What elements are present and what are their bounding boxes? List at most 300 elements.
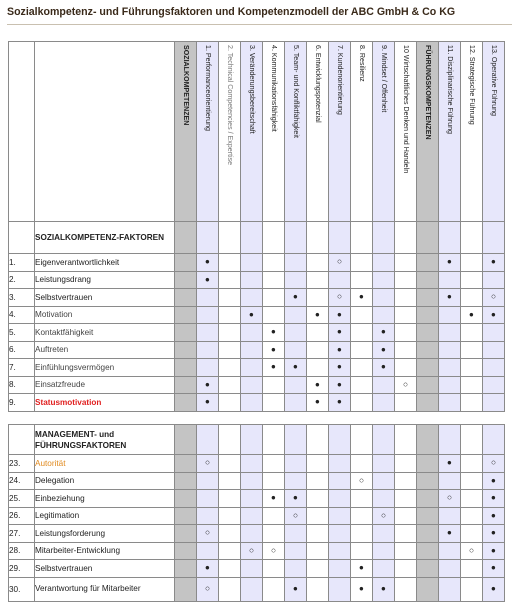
section-head-cell: [461, 425, 483, 455]
matrix-mark: [373, 271, 395, 289]
matrix-mark: ●: [285, 359, 307, 377]
matrix-mark: [175, 577, 197, 601]
matrix-mark: [461, 289, 483, 307]
column-header-label: 2. Technical Competencies / Expertise: [226, 45, 234, 166]
matrix-mark: [373, 472, 395, 490]
matrix-mark: [219, 254, 241, 272]
matrix-mark: [417, 254, 439, 272]
matrix-mark: [197, 359, 219, 377]
section-head-cell: [329, 425, 351, 455]
row-label: Einsatzfreude: [35, 376, 175, 394]
matrix-mark: [219, 271, 241, 289]
row-number: 23.: [9, 455, 35, 473]
matrix-mark: [263, 455, 285, 473]
matrix-mark: [285, 455, 307, 473]
matrix-mark: ●: [373, 341, 395, 359]
matrix-mark: [439, 376, 461, 394]
column-header-sk: [175, 42, 197, 222]
matrix-mark: [417, 525, 439, 543]
section-head-cell: [461, 222, 483, 254]
section-head-cell: [197, 222, 219, 254]
section-head-cell: [263, 222, 285, 254]
matrix-mark: [483, 271, 505, 289]
matrix-mark: [483, 394, 505, 412]
section-head-cell: [373, 222, 395, 254]
matrix-mark: [219, 507, 241, 525]
matrix-mark: [263, 376, 285, 394]
matrix-mark: ●: [439, 525, 461, 543]
matrix-mark: [351, 394, 373, 412]
matrix-mark: [175, 525, 197, 543]
matrix-mark: [417, 376, 439, 394]
matrix-mark: [175, 542, 197, 560]
matrix-mark: [263, 394, 285, 412]
section-head-cell: [439, 222, 461, 254]
matrix-mark: [307, 577, 329, 601]
matrix-mark: [175, 490, 197, 508]
column-header-c12: [461, 42, 483, 222]
matrix-mark: [263, 507, 285, 525]
matrix-mark: [417, 359, 439, 377]
column-header-c1: [197, 42, 219, 222]
section-head-cell: [395, 425, 417, 455]
matrix-mark: [175, 560, 197, 578]
matrix-mark: [439, 542, 461, 560]
matrix-mark: [175, 394, 197, 412]
matrix-mark: [219, 306, 241, 324]
matrix-mark: ●: [329, 394, 351, 412]
matrix-mark: ○: [395, 376, 417, 394]
page-title: Sozialkompetenz- und Führungsfaktoren und Kompetenzmodell der ABC GmbH & Co KG: [7, 6, 512, 25]
matrix-mark: [219, 341, 241, 359]
matrix-mark: [351, 525, 373, 543]
section-blank-nr: [9, 222, 35, 254]
matrix-mark: [395, 341, 417, 359]
matrix-mark: [417, 394, 439, 412]
matrix-mark: [351, 359, 373, 377]
column-header-c5: [285, 42, 307, 222]
column-header-c11: [439, 42, 461, 222]
section-head-cell: [417, 425, 439, 455]
matrix-mark: [219, 376, 241, 394]
section-head-cell: [439, 425, 461, 455]
matrix-mark: [395, 359, 417, 377]
column-header-label: SOZIALKOMPETENZEN: [182, 45, 190, 126]
matrix-mark: [175, 472, 197, 490]
matrix-mark: [417, 455, 439, 473]
row-number: 3.: [9, 289, 35, 307]
row-label: Autorität: [35, 455, 175, 473]
matrix-mark: [461, 271, 483, 289]
matrix-mark: [307, 560, 329, 578]
matrix-mark: [373, 542, 395, 560]
matrix-mark: [461, 560, 483, 578]
matrix-mark: [285, 525, 307, 543]
matrix-mark: [417, 306, 439, 324]
matrix-mark: [395, 394, 417, 412]
header-blank-label: [35, 42, 175, 222]
matrix-mark: [373, 490, 395, 508]
row-label: Motivation: [35, 306, 175, 324]
matrix-mark: ●: [483, 472, 505, 490]
matrix-mark: ●: [483, 542, 505, 560]
column-header-label: 13. Operative Führung: [490, 45, 498, 116]
matrix-mark: ●: [483, 306, 505, 324]
matrix-mark: [285, 376, 307, 394]
column-header-label: 10 Wirtschaftliches Denken und Handeln: [402, 45, 410, 174]
matrix-mark: [483, 341, 505, 359]
matrix-mark: [307, 341, 329, 359]
matrix-mark: [461, 341, 483, 359]
column-header-label: 3. Veränderungsbereitschaft: [248, 45, 256, 134]
matrix-mark: ●: [329, 324, 351, 342]
matrix-mark: ●: [483, 525, 505, 543]
matrix-mark: [351, 306, 373, 324]
matrix-mark: ●: [373, 324, 395, 342]
section-head-cell: [351, 425, 373, 455]
matrix-mark: [307, 472, 329, 490]
matrix-mark: [439, 507, 461, 525]
column-header-label: 4. Kommunikationsfähigkeit: [270, 45, 278, 132]
matrix-mark: ○: [197, 455, 219, 473]
matrix-mark: [417, 560, 439, 578]
column-header-c9: [373, 42, 395, 222]
matrix-mark: ○: [439, 490, 461, 508]
section-head-cell: [219, 222, 241, 254]
matrix-mark: [439, 341, 461, 359]
matrix-mark: [175, 254, 197, 272]
matrix-mark: [461, 507, 483, 525]
matrix-mark: [197, 490, 219, 508]
matrix-mark: [197, 472, 219, 490]
table-row: [9, 560, 505, 578]
matrix-mark: ●: [307, 394, 329, 412]
column-header-label: FÜHRUNGSKOMPETENZEN: [424, 45, 432, 140]
column-header-label: 8. Resilienz: [358, 45, 366, 82]
matrix-mark: [219, 525, 241, 543]
matrix-mark: ●: [285, 490, 307, 508]
matrix-mark: [219, 289, 241, 307]
matrix-mark: [285, 306, 307, 324]
section-head-cell: [175, 425, 197, 455]
matrix-mark: [329, 560, 351, 578]
matrix-mark: [285, 472, 307, 490]
matrix-mark: [285, 394, 307, 412]
row-number: 30.: [9, 577, 35, 601]
matrix-mark: ●: [483, 254, 505, 272]
matrix-mark: [351, 542, 373, 560]
matrix-mark: [175, 455, 197, 473]
section-head-cell: [175, 222, 197, 254]
matrix-mark: ●: [483, 560, 505, 578]
matrix-mark: [329, 542, 351, 560]
column-header-c3: [241, 42, 263, 222]
matrix-mark: [461, 394, 483, 412]
table-row: [9, 376, 505, 394]
row-number: 28.: [9, 542, 35, 560]
matrix-mark: ○: [197, 525, 219, 543]
matrix-mark: [241, 560, 263, 578]
matrix-mark: ●: [307, 376, 329, 394]
matrix-mark: ●: [461, 306, 483, 324]
section-head-cell: [395, 222, 417, 254]
matrix-mark: [241, 525, 263, 543]
matrix-mark: ○: [197, 577, 219, 601]
matrix-mark: [395, 577, 417, 601]
matrix-mark: [285, 560, 307, 578]
matrix-mark: ●: [197, 271, 219, 289]
column-header-label: 5. Team- und Konfliktfähigkeit: [292, 45, 300, 138]
matrix-mark: [285, 542, 307, 560]
header-blank-nr: [9, 42, 35, 222]
matrix-mark: [373, 376, 395, 394]
matrix-mark: [197, 507, 219, 525]
column-header-label: 9. Mindset / Offenheit: [380, 45, 388, 113]
matrix-mark: ○: [329, 289, 351, 307]
matrix-mark: [329, 490, 351, 508]
section-heading: SOZIALKOMPETENZ-FAKTOREN: [35, 222, 175, 254]
section-head-cell: [417, 222, 439, 254]
matrix-mark: [373, 394, 395, 412]
matrix-mark: [241, 472, 263, 490]
table-row: [9, 341, 505, 359]
matrix-mark: ○: [373, 507, 395, 525]
matrix-mark: [461, 455, 483, 473]
column-header-label: 11. Disziplinarische Führung: [446, 45, 454, 134]
matrix-mark: [417, 472, 439, 490]
matrix-mark: ●: [483, 490, 505, 508]
column-header-c8: [351, 42, 373, 222]
table-row: [9, 577, 505, 601]
matrix-mark: [395, 472, 417, 490]
matrix-mark: [307, 271, 329, 289]
matrix-mark: ●: [285, 577, 307, 601]
matrix-mark: [307, 254, 329, 272]
matrix-mark: ○: [285, 507, 307, 525]
matrix-mark: [329, 507, 351, 525]
matrix-mark: ●: [373, 577, 395, 601]
matrix-mark: [285, 341, 307, 359]
matrix-mark: [241, 271, 263, 289]
matrix-mark: [263, 560, 285, 578]
matrix-mark: [307, 289, 329, 307]
matrix-mark: [307, 525, 329, 543]
matrix-mark: ●: [439, 289, 461, 307]
matrix-mark: [219, 455, 241, 473]
table-row: [9, 394, 505, 412]
matrix-mark: [263, 306, 285, 324]
matrix-mark: [175, 289, 197, 307]
matrix-mark: [197, 341, 219, 359]
matrix-mark: [417, 289, 439, 307]
matrix-mark: ●: [263, 359, 285, 377]
section-head-cell: [307, 222, 329, 254]
matrix-mark: [439, 306, 461, 324]
table-row: [9, 271, 505, 289]
row-number: 29.: [9, 560, 35, 578]
row-number: 27.: [9, 525, 35, 543]
matrix-mark: ●: [263, 341, 285, 359]
section-head-cell: [263, 425, 285, 455]
matrix-mark: [395, 254, 417, 272]
matrix-mark: [197, 306, 219, 324]
matrix-mark: ●: [329, 359, 351, 377]
matrix-mark: [241, 577, 263, 601]
matrix-mark: [395, 525, 417, 543]
matrix-mark: [175, 507, 197, 525]
section-head-cell: [285, 425, 307, 455]
matrix-mark: ●: [307, 306, 329, 324]
matrix-mark: ●: [373, 359, 395, 377]
matrix-mark: [351, 507, 373, 525]
matrix-mark: [395, 560, 417, 578]
matrix-mark: ○: [483, 455, 505, 473]
matrix-mark: ●: [329, 341, 351, 359]
column-header-c7: [329, 42, 351, 222]
matrix-mark: [395, 271, 417, 289]
matrix-mark: ●: [351, 560, 373, 578]
matrix-mark: [219, 394, 241, 412]
matrix-mark: [395, 324, 417, 342]
row-label: Leistungsforderung: [35, 525, 175, 543]
matrix-mark: [483, 324, 505, 342]
table-row: [9, 254, 505, 272]
row-label: Statusmotivation: [35, 394, 175, 412]
matrix-mark: [373, 455, 395, 473]
matrix-mark: [417, 542, 439, 560]
row-number: 24.: [9, 472, 35, 490]
matrix-mark: [461, 525, 483, 543]
matrix-mark: [197, 542, 219, 560]
matrix-mark: ●: [439, 254, 461, 272]
matrix-mark: [219, 577, 241, 601]
row-number: 25.: [9, 490, 35, 508]
matrix-mark: [307, 490, 329, 508]
matrix-mark: [417, 507, 439, 525]
matrix-mark: [329, 472, 351, 490]
matrix-mark: [351, 271, 373, 289]
row-label: Eigenverantwortlichkeit: [35, 254, 175, 272]
matrix-mark: [241, 324, 263, 342]
row-label: Delegation: [35, 472, 175, 490]
section-head-cell: [241, 222, 263, 254]
matrix-mark: ●: [439, 455, 461, 473]
matrix-mark: [439, 271, 461, 289]
matrix-mark: ●: [483, 577, 505, 601]
matrix-mark: [241, 490, 263, 508]
matrix-mark: [351, 254, 373, 272]
matrix-mark: [483, 376, 505, 394]
row-number: 2.: [9, 271, 35, 289]
matrix-mark: [461, 577, 483, 601]
matrix-mark: ○: [461, 542, 483, 560]
matrix-mark: [219, 490, 241, 508]
matrix-mark: [461, 254, 483, 272]
matrix-mark: ●: [285, 289, 307, 307]
matrix-mark: [461, 359, 483, 377]
section-heading: MANAGEMENT- und FÜHRUNGSFAKTOREN: [35, 425, 175, 455]
matrix-mark: ●: [197, 254, 219, 272]
matrix-mark: [417, 577, 439, 601]
matrix-mark: [241, 341, 263, 359]
section-head-cell: [483, 425, 505, 455]
matrix-mark: ●: [351, 577, 373, 601]
matrix-mark: ●: [241, 306, 263, 324]
matrix-mark: [285, 271, 307, 289]
matrix-mark: ○: [351, 472, 373, 490]
row-number: 7.: [9, 359, 35, 377]
column-header-label: 1. Performanceorientierung: [204, 45, 212, 131]
matrix-mark: [329, 577, 351, 601]
row-label: Selbstvertrauen: [35, 289, 175, 307]
section-head-cell: [307, 425, 329, 455]
row-label: Einfühlungsvermögen: [35, 359, 175, 377]
matrix-mark: [219, 472, 241, 490]
matrix-mark: [461, 490, 483, 508]
column-header-label: 7. Kundenorientierung: [336, 45, 344, 115]
matrix-mark: ●: [329, 376, 351, 394]
matrix-mark: [351, 376, 373, 394]
section-head-cell: [351, 222, 373, 254]
matrix-mark: ○: [263, 542, 285, 560]
matrix-mark: [417, 490, 439, 508]
competency-matrix-social: [8, 41, 505, 412]
matrix-mark: [263, 525, 285, 543]
row-number: 8.: [9, 376, 35, 394]
table-row: [9, 289, 505, 307]
matrix-mark: [439, 560, 461, 578]
section-head-cell: [197, 425, 219, 455]
matrix-mark: [461, 376, 483, 394]
matrix-mark: ●: [197, 560, 219, 578]
table-row: [9, 542, 505, 560]
matrix-mark: [241, 376, 263, 394]
section-head-cell: [219, 425, 241, 455]
matrix-mark: [241, 394, 263, 412]
section-head-cell: [373, 425, 395, 455]
matrix-mark: [373, 560, 395, 578]
matrix-mark: ○: [241, 542, 263, 560]
row-label: Leistungsdrang: [35, 271, 175, 289]
competency-matrix-management: [8, 424, 505, 602]
matrix-mark: [417, 271, 439, 289]
matrix-mark: [219, 542, 241, 560]
row-number: 26.: [9, 507, 35, 525]
matrix-mark: [175, 271, 197, 289]
column-header-fk: [417, 42, 439, 222]
row-label: Einbeziehung: [35, 490, 175, 508]
matrix-mark: [395, 490, 417, 508]
matrix-mark: [263, 289, 285, 307]
row-label: Mitarbeiter-Entwicklung: [35, 542, 175, 560]
matrix-mark: [241, 455, 263, 473]
row-label: Selbstvertrauen: [35, 560, 175, 578]
matrix-mark: [175, 341, 197, 359]
matrix-mark: ●: [263, 324, 285, 342]
row-number: 4.: [9, 306, 35, 324]
matrix-mark: ○: [329, 254, 351, 272]
matrix-mark: [351, 490, 373, 508]
matrix-mark: [307, 542, 329, 560]
row-number: 1.: [9, 254, 35, 272]
matrix-mark: [285, 254, 307, 272]
column-header-label: 12. Strategische Führung: [468, 45, 476, 125]
matrix-mark: [241, 359, 263, 377]
table-row: [9, 455, 505, 473]
column-header-c2: [219, 42, 241, 222]
table-row: [9, 324, 505, 342]
row-label: Auftreten: [35, 341, 175, 359]
